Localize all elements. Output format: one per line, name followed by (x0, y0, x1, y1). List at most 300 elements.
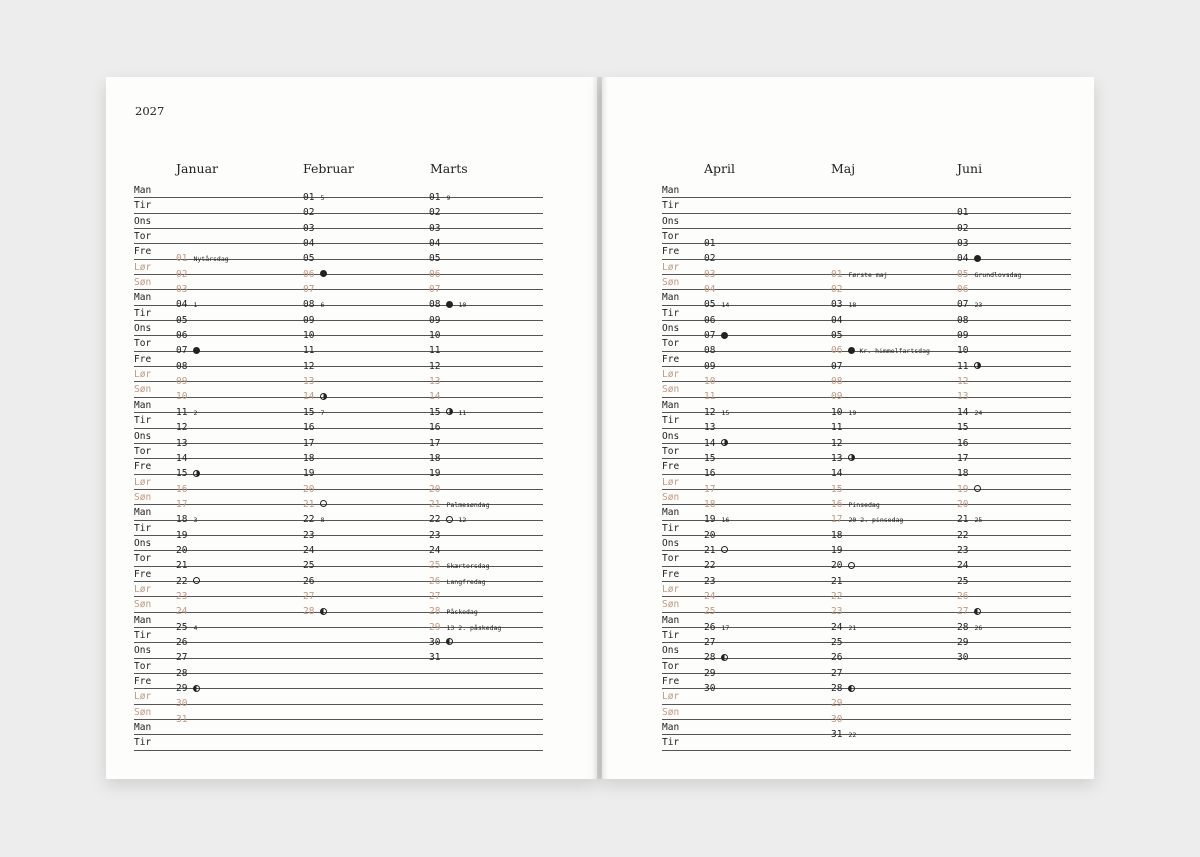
day-number: 21 (957, 514, 969, 526)
calendar-row (662, 597, 1071, 618)
right-page (602, 77, 1094, 779)
day-number: 30 (831, 713, 843, 725)
day-number: 05 (429, 253, 441, 265)
calendar-row (134, 551, 543, 572)
day-cell (831, 538, 843, 556)
day-number: 29 (176, 683, 188, 694)
day-cell (429, 599, 478, 618)
day-cell (957, 477, 981, 495)
day-number: 27 (831, 667, 843, 679)
calendar-row (134, 505, 543, 526)
day-cell (831, 645, 843, 664)
day-number: 18 (957, 468, 969, 480)
month-header-februar: Februar (303, 161, 354, 176)
day-number: 26 (176, 636, 188, 648)
calendar-row (134, 275, 543, 296)
day-cell (176, 400, 198, 418)
day-number: 04 (831, 314, 843, 326)
day-number: 24 (831, 621, 843, 633)
calendar-row (662, 551, 1071, 572)
weekday-label: Tor (134, 231, 152, 243)
day-number: 05 (176, 314, 188, 326)
day-cell (303, 599, 327, 618)
day-cell (176, 431, 188, 449)
calendar-row (134, 613, 543, 633)
day-cell (176, 538, 188, 556)
day-number: 21 (429, 498, 441, 510)
day-number: 01 (176, 253, 188, 265)
day-number: 15 (429, 406, 441, 418)
day-cell (429, 262, 441, 280)
day-cell (176, 277, 188, 296)
day-number: 17 (303, 437, 315, 449)
day-number: 19 (831, 544, 843, 556)
calendar-row (662, 459, 1071, 480)
day-cell (831, 507, 904, 526)
day-number: 03 (704, 268, 716, 280)
weekday-label: Lør (662, 261, 680, 273)
day-cell (704, 415, 716, 434)
calendar-row (662, 735, 1071, 750)
day-cell (704, 645, 728, 664)
weekday-label: Tir (134, 415, 152, 427)
day-cell (831, 722, 857, 741)
day-number: 14 (303, 391, 315, 403)
calendar-row (134, 674, 543, 694)
day-cell (957, 338, 969, 357)
day-cell (831, 630, 843, 648)
weekday-label: Man (134, 292, 152, 304)
week-number: 2 (193, 408, 198, 417)
day-number: 02 (957, 222, 969, 234)
weekday-label: Man (662, 185, 680, 196)
day-number: 23 (831, 606, 843, 618)
calendar-row (662, 198, 1071, 219)
day-number: 09 (176, 376, 188, 388)
day-cell (176, 461, 200, 480)
day-cell (303, 584, 315, 602)
weekday-label: Ons (134, 537, 152, 549)
day-number: 19 (429, 468, 441, 480)
day-number: 02 (704, 253, 716, 265)
day-cell (303, 477, 315, 495)
day-number: 21 (704, 544, 716, 556)
day-number: 03 (429, 222, 441, 234)
weekday-label: Ons (662, 645, 680, 657)
day-cell (176, 292, 198, 311)
day-number: 30 (429, 636, 441, 648)
weekday-label: Søn (662, 599, 680, 611)
weekday-label: Man (134, 185, 152, 196)
day-cell (957, 384, 969, 403)
weekday-label: Ons (134, 323, 152, 335)
weekday-label: Søn (134, 706, 152, 718)
day-number: 10 (831, 406, 843, 418)
day-cell (303, 523, 315, 541)
weekday-label: Tor (662, 231, 680, 243)
day-number: 07 (176, 345, 188, 357)
day-number: 28 (303, 606, 315, 618)
day-number: 17 (176, 498, 188, 510)
day-number: 27 (176, 652, 188, 664)
day-cell (303, 492, 327, 510)
day-cell (176, 691, 188, 710)
weekday-label: Tor (134, 445, 152, 457)
day-number: 23 (704, 575, 716, 587)
holiday-label: Langfredag (446, 577, 486, 586)
day-number: 02 (831, 284, 843, 296)
day-number: 12 (704, 406, 716, 418)
day-cell (303, 200, 315, 219)
week-number: 18 (848, 301, 857, 310)
calendar-row (662, 214, 1071, 234)
day-number: 14 (704, 437, 716, 449)
day-cell (303, 538, 315, 556)
day-cell (831, 584, 843, 602)
day-cell (831, 553, 855, 572)
holiday-label: Pinsedag (848, 500, 880, 509)
calendar-grid-q1 (134, 183, 543, 751)
day-number: 16 (704, 468, 716, 480)
day-cell (429, 615, 502, 633)
day-number: 12 (303, 360, 315, 372)
day-cell (704, 676, 716, 694)
month-header-januar: Januar (176, 161, 218, 176)
weekday-label: Tir (662, 629, 680, 641)
calendar-row (662, 475, 1071, 495)
calendar-row (134, 628, 543, 648)
calendar-row (134, 183, 543, 203)
day-number: 06 (303, 268, 315, 280)
day-number: 24 (429, 544, 441, 556)
day-cell (704, 338, 716, 357)
weekday-label: Fre (662, 353, 680, 365)
day-cell (429, 323, 441, 342)
calendar-row (662, 705, 1071, 725)
day-number: 02 (429, 207, 441, 219)
weekday-label: Tir (662, 307, 680, 319)
day-number: 24 (704, 590, 716, 602)
calendar-row (134, 260, 543, 280)
day-number: 22 (831, 590, 843, 602)
weekday-label: Tor (134, 660, 152, 672)
calendar-row (662, 290, 1071, 311)
calendar-row (134, 720, 543, 735)
calendar-row (662, 689, 1071, 710)
week-number: 5 (320, 194, 325, 202)
calendar-row (662, 321, 1071, 342)
day-number: 21 (176, 560, 188, 572)
calendar-row (662, 229, 1071, 250)
weekday-label: Man (134, 507, 152, 519)
day-number: 15 (176, 468, 188, 480)
holiday-label: Grundlovsdag (974, 270, 1022, 279)
weekday-label: Fre (134, 246, 152, 258)
weekday-label: Man (662, 292, 680, 304)
calendar-row (134, 567, 543, 587)
weekday-label: Fre (134, 461, 152, 473)
day-cell (429, 446, 441, 464)
day-number: 11 (704, 391, 716, 403)
calendar-row (662, 352, 1071, 372)
day-number: 18 (704, 498, 716, 510)
holiday-label: Palmesøndag (446, 500, 490, 509)
day-cell (429, 492, 490, 510)
day-number: 13 (176, 437, 188, 449)
day-number: 03 (957, 238, 969, 250)
day-number: 25 (429, 560, 441, 572)
day-number: 29 (704, 667, 716, 679)
holiday-label: 2. påskedag (458, 623, 502, 632)
weekday-label: Søn (134, 384, 152, 396)
day-number: 12 (176, 422, 188, 434)
day-cell (831, 431, 843, 449)
week-number: 11 (458, 408, 467, 417)
day-number: 20 (176, 544, 188, 556)
day-cell (176, 446, 188, 464)
day-number: 17 (957, 452, 969, 464)
day-cell (429, 292, 467, 311)
day-number: 07 (429, 284, 441, 296)
calendar-row (662, 183, 1071, 198)
day-cell (176, 676, 200, 694)
calendar-row (662, 643, 1071, 664)
day-number: 03 (831, 299, 843, 311)
day-number: 08 (303, 299, 315, 311)
month-header-maj: Maj (831, 161, 856, 176)
day-number: 12 (429, 360, 441, 372)
calendar-row (662, 521, 1071, 541)
day-cell (176, 246, 229, 265)
day-number: 31 (429, 652, 441, 664)
day-cell (303, 338, 315, 357)
calendar-row (134, 398, 543, 418)
day-number: 06 (957, 284, 969, 296)
day-cell (429, 461, 441, 480)
calendar-row (662, 275, 1071, 296)
weekday-label: Tor (662, 553, 680, 565)
day-number: 22 (704, 560, 716, 572)
calendar-row (662, 382, 1071, 403)
day-number: 04 (176, 299, 188, 311)
day-number: 29 (429, 621, 441, 633)
day-cell (176, 415, 188, 434)
day-number: 16 (429, 422, 441, 434)
calendar-row (662, 367, 1071, 388)
weekday-label: Lør (662, 476, 680, 488)
day-cell (831, 446, 855, 464)
day-cell (429, 584, 441, 602)
day-cell (429, 431, 441, 449)
day-cell (429, 200, 441, 219)
weekday-label: Søn (662, 384, 680, 396)
weekday-label: Man (662, 399, 680, 411)
day-cell (429, 185, 451, 203)
day-number: 16 (176, 483, 188, 495)
day-cell (176, 615, 198, 633)
calendar-row (134, 659, 543, 679)
week-number: 22 (848, 731, 857, 740)
day-cell (831, 676, 855, 694)
calendar-row (662, 398, 1071, 418)
weekday-label: Man (134, 722, 152, 734)
day-cell (429, 231, 441, 250)
day-cell (957, 369, 969, 388)
day-number: 20 (429, 483, 441, 495)
day-cell (831, 569, 843, 587)
weekday-label: Lør (662, 583, 680, 595)
day-number: 25 (831, 636, 843, 648)
week-number: 6 (320, 301, 325, 310)
day-number: 01 (303, 192, 315, 203)
day-cell (831, 691, 843, 710)
day-cell (176, 630, 188, 648)
day-cell (957, 354, 981, 372)
day-cell (429, 400, 467, 418)
week-number: 12 (458, 516, 467, 525)
day-number: 20 (704, 529, 716, 541)
calendar-row (134, 229, 543, 250)
week-number: 17 (721, 623, 730, 632)
day-cell (429, 216, 441, 234)
day-cell (176, 507, 198, 526)
day-number: 18 (831, 529, 843, 541)
day-cell (957, 523, 969, 541)
day-cell (957, 262, 1022, 280)
weekday-label: Ons (662, 537, 680, 549)
day-number: 15 (957, 422, 969, 434)
day-cell (429, 645, 441, 664)
day-number: 14 (831, 468, 843, 480)
day-number: 20 (957, 498, 969, 510)
day-cell (704, 292, 730, 311)
day-number: 10 (303, 330, 315, 342)
weekday-label: Ons (662, 323, 680, 335)
day-number: 08 (831, 376, 843, 388)
day-cell (831, 707, 843, 725)
day-cell (957, 507, 983, 526)
day-cell (303, 431, 315, 449)
day-number: 19 (704, 514, 716, 526)
day-number: 05 (957, 268, 969, 280)
day-number: 10 (957, 345, 969, 357)
weekday-label: Tir (134, 737, 152, 749)
calendar-row (134, 244, 543, 265)
day-number: 23 (429, 529, 441, 541)
day-number: 06 (429, 268, 441, 280)
weekday-label: Fre (134, 568, 152, 580)
day-number: 21 (831, 575, 843, 587)
day-number: 09 (704, 360, 716, 372)
week-number: 4 (193, 623, 198, 632)
day-cell (176, 369, 188, 388)
day-cell (831, 523, 843, 541)
day-cell (176, 262, 188, 280)
day-number: 23 (176, 590, 188, 602)
day-number: 26 (429, 575, 441, 587)
weekday-label: Søn (134, 277, 152, 289)
day-number: 28 (831, 683, 843, 694)
day-number: 11 (176, 406, 188, 418)
day-number: 18 (429, 452, 441, 464)
day-cell (704, 246, 716, 265)
day-cell (957, 599, 981, 618)
weekday-label: Ons (662, 215, 680, 227)
calendar-row (134, 444, 543, 464)
weekday-label: Lør (134, 476, 152, 488)
day-cell (704, 400, 730, 418)
calendar-row (662, 628, 1071, 648)
day-number: 27 (303, 590, 315, 602)
day-cell (176, 477, 188, 495)
day-number: 25 (957, 575, 969, 587)
day-number: 02 (176, 268, 188, 280)
day-cell (831, 384, 843, 403)
week-number: 20 (848, 516, 857, 525)
day-number: 14 (176, 452, 188, 464)
day-cell (303, 461, 315, 480)
calendar-row (134, 382, 543, 403)
day-number: 08 (704, 345, 716, 357)
day-number: 22 (303, 514, 315, 526)
day-cell (704, 507, 730, 526)
day-cell (831, 615, 857, 633)
day-cell (957, 553, 969, 572)
day-cell (704, 354, 716, 372)
day-number: 28 (429, 606, 441, 618)
day-cell (831, 369, 843, 388)
day-number: 09 (831, 391, 843, 403)
day-number: 23 (303, 529, 315, 541)
weekday-label: Søn (662, 491, 680, 503)
day-number: 28 (704, 652, 716, 664)
day-cell (957, 400, 983, 418)
day-cell (957, 645, 969, 664)
day-number: 25 (704, 606, 716, 618)
weekday-label: Tor (662, 660, 680, 672)
day-number: 22 (429, 514, 441, 526)
weekday-label: Søn (134, 491, 152, 503)
day-cell (176, 645, 188, 664)
day-cell (704, 446, 716, 464)
week-number: 24 (974, 408, 983, 417)
day-number: 01 (429, 192, 441, 203)
day-cell (704, 523, 716, 541)
day-number: 12 (831, 437, 843, 449)
day-cell (704, 615, 730, 633)
calendar-row (134, 735, 543, 750)
day-number: 06 (176, 330, 188, 342)
weekday-label: Lør (134, 583, 152, 595)
month-header-juni: Juni (957, 161, 983, 176)
week-number: 26 (974, 623, 983, 632)
day-cell (429, 246, 441, 265)
weekday-label: Fre (134, 676, 152, 687)
calendar-row (662, 260, 1071, 280)
day-cell (176, 523, 188, 541)
week-number: 10 (458, 301, 467, 310)
day-cell (957, 277, 969, 296)
day-number: 14 (429, 391, 441, 403)
calendar-row (662, 659, 1071, 679)
day-cell (429, 338, 441, 357)
month-header-april: April (704, 161, 735, 176)
weekday-label: Fre (662, 568, 680, 580)
day-number: 11 (831, 422, 843, 434)
day-number: 08 (957, 314, 969, 326)
weekday-label: Tir (662, 522, 680, 534)
calendar-row (662, 567, 1071, 587)
